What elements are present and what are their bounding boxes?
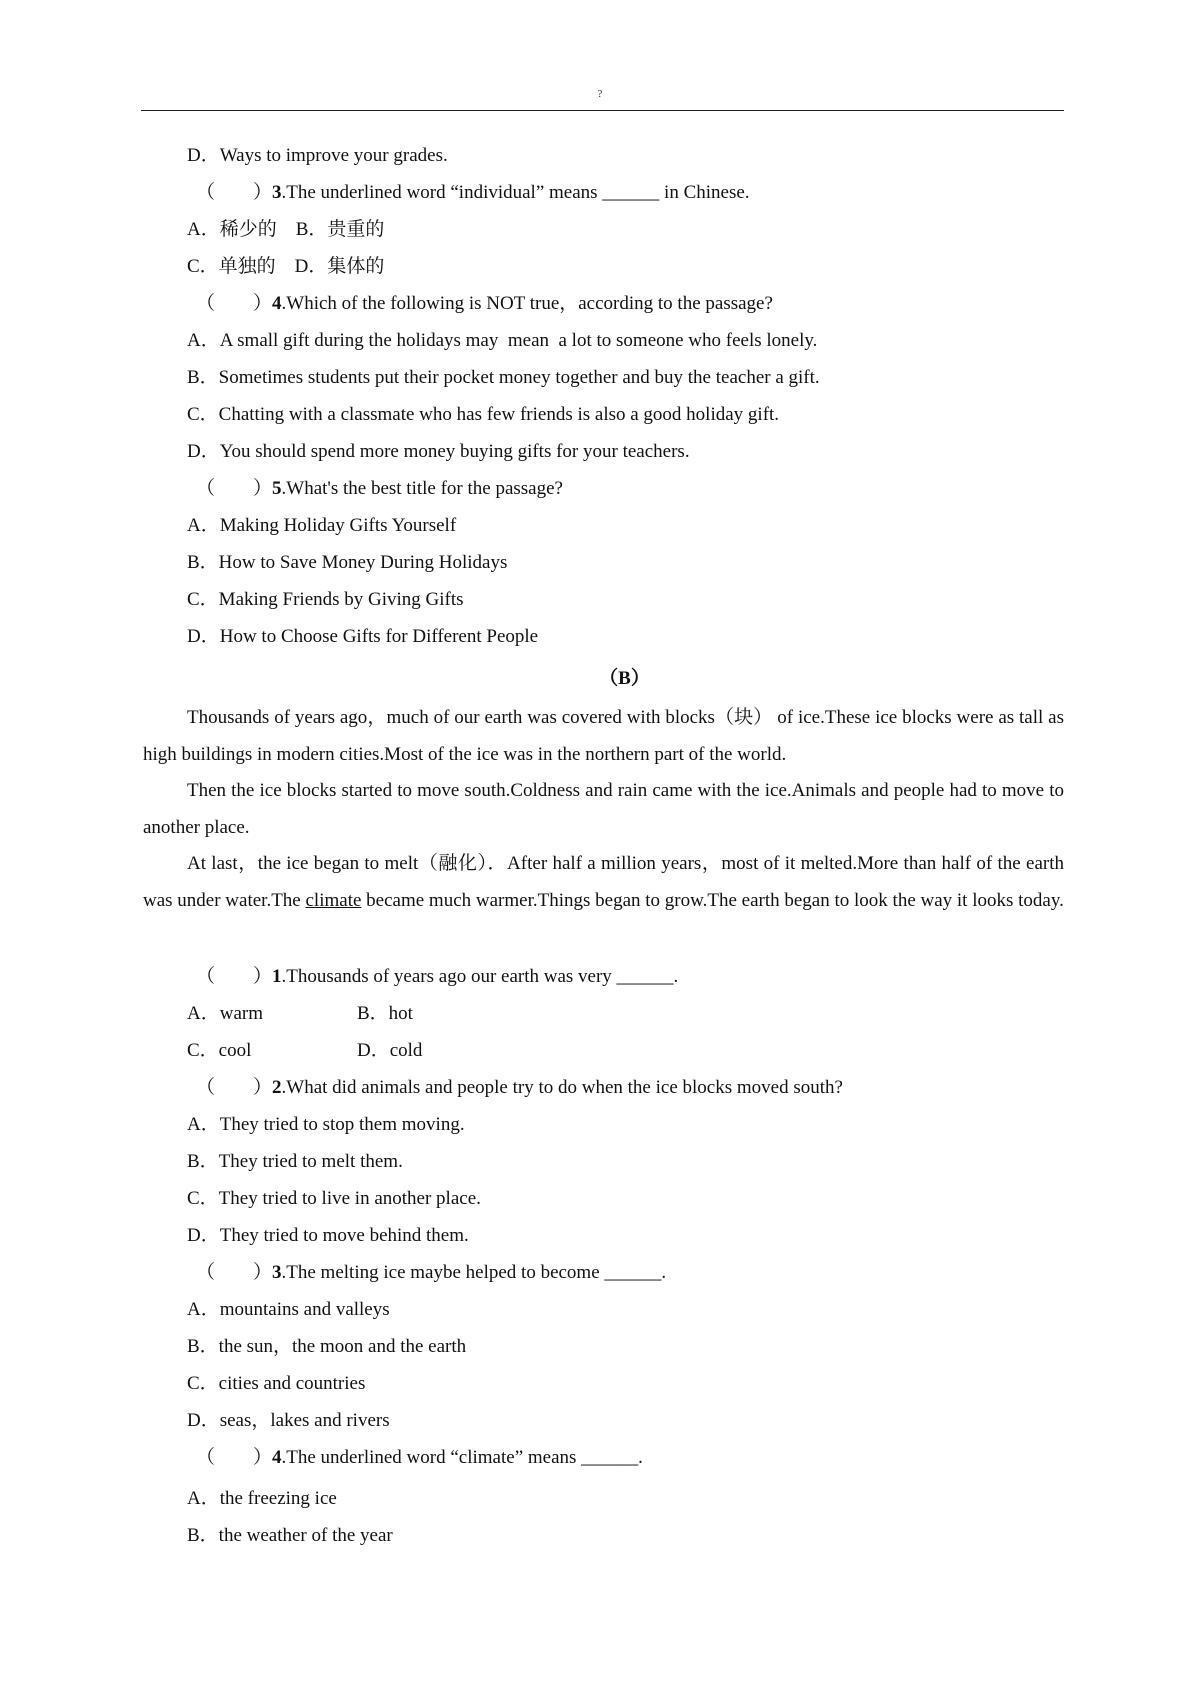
answer-blank[interactable]: （ ） — [196, 1077, 273, 1098]
answer-blank[interactable]: （ ） — [196, 182, 273, 203]
question-b3 — [196, 1261, 666, 1285]
question-text: .The underlined word “climate” means ______. — [281, 1447, 643, 1468]
question-number: 3 — [272, 1262, 282, 1283]
q-b4-option-a: A．the freezing ice — [187, 1488, 337, 1509]
header-rule — [141, 110, 1064, 111]
option-a-prev-d: D．Ways to improve your grades. — [187, 145, 448, 166]
question-number: 1 — [272, 966, 282, 987]
q-a5-option-b: B．How to Save Money During Holidays — [187, 552, 508, 573]
q-b3-option-a: A．mountains and valleys — [187, 1299, 390, 1320]
question-text: .The underlined word “individual” means ______ in Chinese. — [281, 182, 750, 203]
question-text: .Thousands of years ago our earth was very ______. — [281, 966, 679, 987]
paragraph-text: became much warmer.Things began to grow.The earth began to look the way it looks today. — [361, 889, 1064, 911]
answer-blank[interactable]: （ ） — [196, 293, 273, 314]
underlined-word: climate — [305, 889, 362, 911]
passage-b — [143, 700, 1064, 919]
q-a3-options-ab: A．稀少的 B．贵重的 — [187, 219, 385, 240]
question-number: 3 — [272, 182, 282, 203]
q-b1-option-a: A．warm — [187, 1003, 263, 1024]
q-b1-option-c: C．cool — [187, 1040, 252, 1061]
q-b3-option-b: B．the sun，the moon and the earth — [187, 1336, 467, 1357]
question-text: .What did animals and people try to do when the ice blocks moved south? — [281, 1077, 843, 1098]
header-mark: ? — [597, 88, 603, 100]
q-b3-option-c: C．cities and countries — [187, 1373, 366, 1394]
answer-blank[interactable]: （ ） — [196, 966, 273, 987]
question-a4 — [196, 292, 773, 316]
passage-paragraph-2: Then the ice blocks started to move south.Coldness and rain came with the ice.Animals and people had to move to another place. — [143, 780, 1064, 838]
question-number: 4 — [272, 1447, 282, 1468]
question-number: 2 — [272, 1077, 282, 1098]
q-b2-option-d: D．They tried to move behind them. — [187, 1225, 469, 1246]
passage-paragraph-3 — [143, 846, 1064, 919]
question-text: .What's the best title for the passage? — [281, 478, 563, 499]
q-a3-options-cd: C．单独的 D．集体的 — [187, 256, 385, 277]
paragraph-text: At last，the ice began to melt（融化）．After half a million years，most of it melted.More than half of the earth was under water.The — [143, 853, 1064, 911]
question-b1 — [196, 965, 678, 989]
question-text: .Which of the following is NOT true，according to the passage? — [281, 293, 773, 314]
q-b2-option-b: B．They tried to melt them. — [187, 1151, 403, 1172]
question-text: .The melting ice maybe helped to become ______. — [281, 1262, 667, 1283]
section-b-label: （B） — [599, 668, 650, 689]
q-a4-option-d: D．You should spend more money buying gifts for your teachers. — [187, 441, 690, 462]
q-b1-option-b: B．hot — [357, 1003, 413, 1024]
question-a3 — [196, 181, 750, 205]
q-b1-option-d: D．cold — [357, 1040, 423, 1061]
passage-paragraph-1: Thousands of years ago，much of our earth was covered with blocks（块） of ice.These ice blocks were as tall as high buildings in modern cities.Most of the ice was in the northern part of the world. — [143, 707, 1064, 765]
q-a5-option-a: A．Making Holiday Gifts Yourself — [187, 515, 457, 536]
q-a4-option-a: A．A small gift during the holidays may mean a lot to someone who feels lonely. — [187, 330, 818, 351]
question-number: 4 — [272, 293, 282, 314]
q-a4-option-b: B．Sometimes students put their pocket money together and buy the teacher a gift. — [187, 367, 820, 388]
question-b4 — [196, 1446, 643, 1470]
q-b2-option-a: A．They tried to stop them moving. — [187, 1114, 465, 1135]
answer-blank[interactable]: （ ） — [196, 478, 273, 499]
question-a5 — [196, 477, 563, 501]
q-b2-option-c: C．They tried to live in another place. — [187, 1188, 481, 1209]
q-a4-option-c: C．Chatting with a classmate who has few friends is also a good holiday gift. — [187, 404, 780, 425]
question-number: 5 — [272, 478, 282, 499]
q-b4-option-b: B．the weather of the year — [187, 1525, 393, 1546]
q-a5-option-d: D．How to Choose Gifts for Different People — [187, 626, 539, 647]
answer-blank[interactable]: （ ） — [196, 1447, 273, 1468]
q-a5-option-c: C．Making Friends by Giving Gifts — [187, 589, 464, 610]
q-b3-option-d: D．seas，lakes and rivers — [187, 1410, 390, 1431]
question-b2 — [196, 1076, 843, 1100]
answer-blank[interactable]: （ ） — [196, 1262, 273, 1283]
